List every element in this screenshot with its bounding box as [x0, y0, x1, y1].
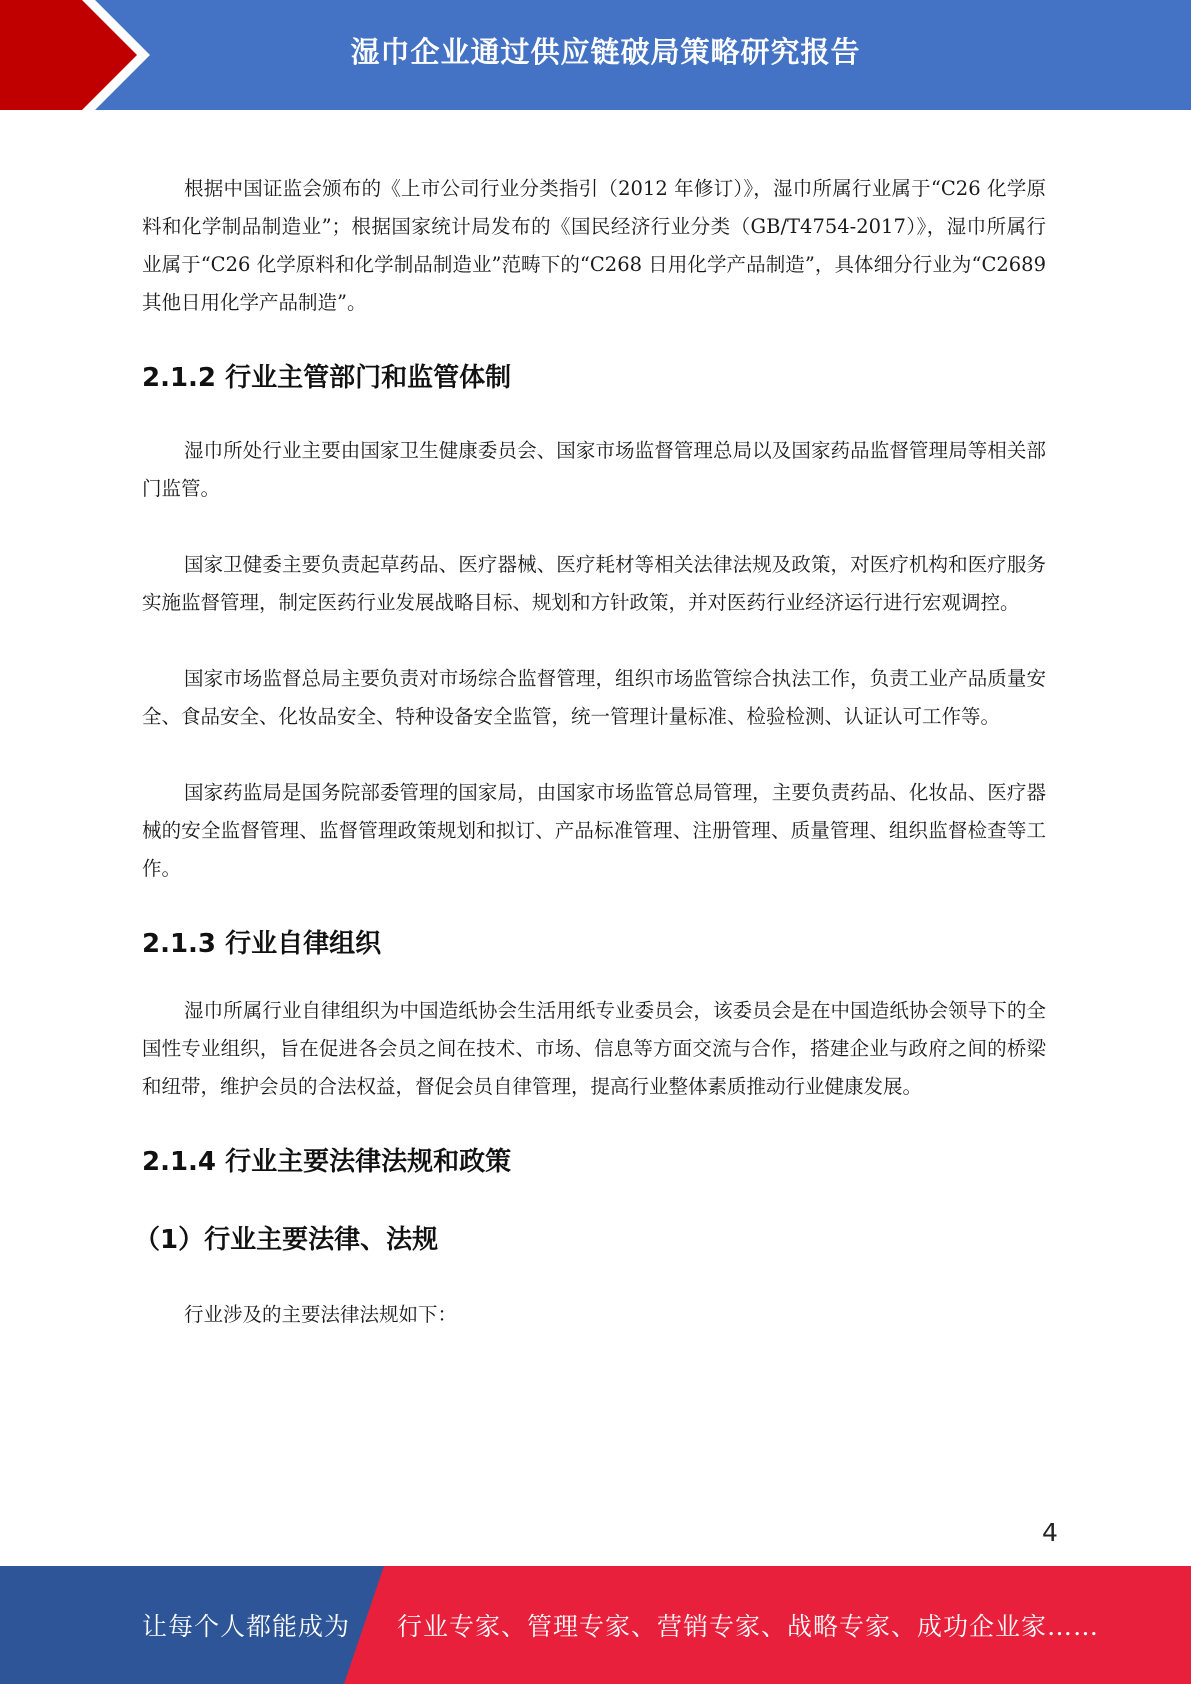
- footer-slogan-right: 行业专家、管理专家、营销专家、战略专家、成功企业家……: [397, 1612, 1100, 1641]
- paragraph-nhc: 国家卫健委主要负责起草药品、医疗器械、医疗耗材等相关法律法规及政策，对医疗机构和医疗服务实施监督管理，制定医药行业发展战略目标、规划和方针政策，并对医药行业经济运行进行宏观调控。: [142, 553, 1046, 614]
- paragraph-samr: 国家市场监督总局主要负责对市场综合监督管理，组织市场监管综合执法工作，负责工业产品质量安全、食品安全、化妆品安全、特种设备安全监管，统一管理计量标准、检验检测、认证认可工作等。: [142, 667, 1046, 728]
- paragraph-nmpa: 国家药监局是国务院部委管理的国家局，由国家市场监管总局管理，主要负责药品、化妆品、医疗器械的安全监督管理、监督管理政策规划和拟订、产品标准管理、注册管理、质量管理、组织监督检查等工作。: [142, 781, 1046, 880]
- page-number: 4: [1042, 1518, 1058, 1547]
- intro-paragraph: 根据中国证监会颁布的《上市公司行业分类指引（2012 年修订）》，湿巾所属行业属于“C26 化学原料和化学制品制造业”；根据国家统计局发布的《国民经济行业分类（GB/T4754-2017）》，湿巾所属行业属于“C26 化学原料和化学制品制造业”范畴下的“C268 日用化学产品制造”，具体细分行业为“C2689 其他日用化学产品制造”。: [142, 177, 1046, 314]
- paragraph-regulators: 湿巾所处行业主要由国家卫生健康委员会、国家市场监督管理总局以及国家药品监督管理局等相关部门监管。: [142, 439, 1046, 500]
- section-heading-2-1-4: 2.1.4 行业主要法律法规和政策: [142, 1147, 512, 1177]
- document-body: [134, 170, 1046, 1334]
- subsection-heading-laws: （1）行业主要法律、法规: [134, 1225, 439, 1255]
- paragraph-laws-intro: 行业涉及的主要法律法规如下：: [184, 1303, 458, 1326]
- section-heading-2-1-3: 2.1.3 行业自律组织: [142, 929, 382, 959]
- section-heading-2-1-2: 2.1.2 行业主管部门和监管体制: [142, 363, 512, 393]
- footer-slogan-left: 让每个人都能成为: [142, 1612, 351, 1641]
- paragraph-self-regulation: 湿巾所属行业自律组织为中国造纸协会生活用纸专业委员会，该委员会是在中国造纸协会领导下的全国性专业组织，旨在促进各会员之间在技术、市场、信息等方面交流与合作，搭建企业与政府之间的桥梁和纽带，维护会员的合法权益，督促会员自律管理，提高行业整体素质推动行业健康发展。: [142, 999, 1046, 1098]
- report-footer: [0, 1566, 1191, 1684]
- report-title: 湿巾企业通过供应链破局策略研究报告: [350, 34, 861, 69]
- report-header: [0, 0, 1191, 110]
